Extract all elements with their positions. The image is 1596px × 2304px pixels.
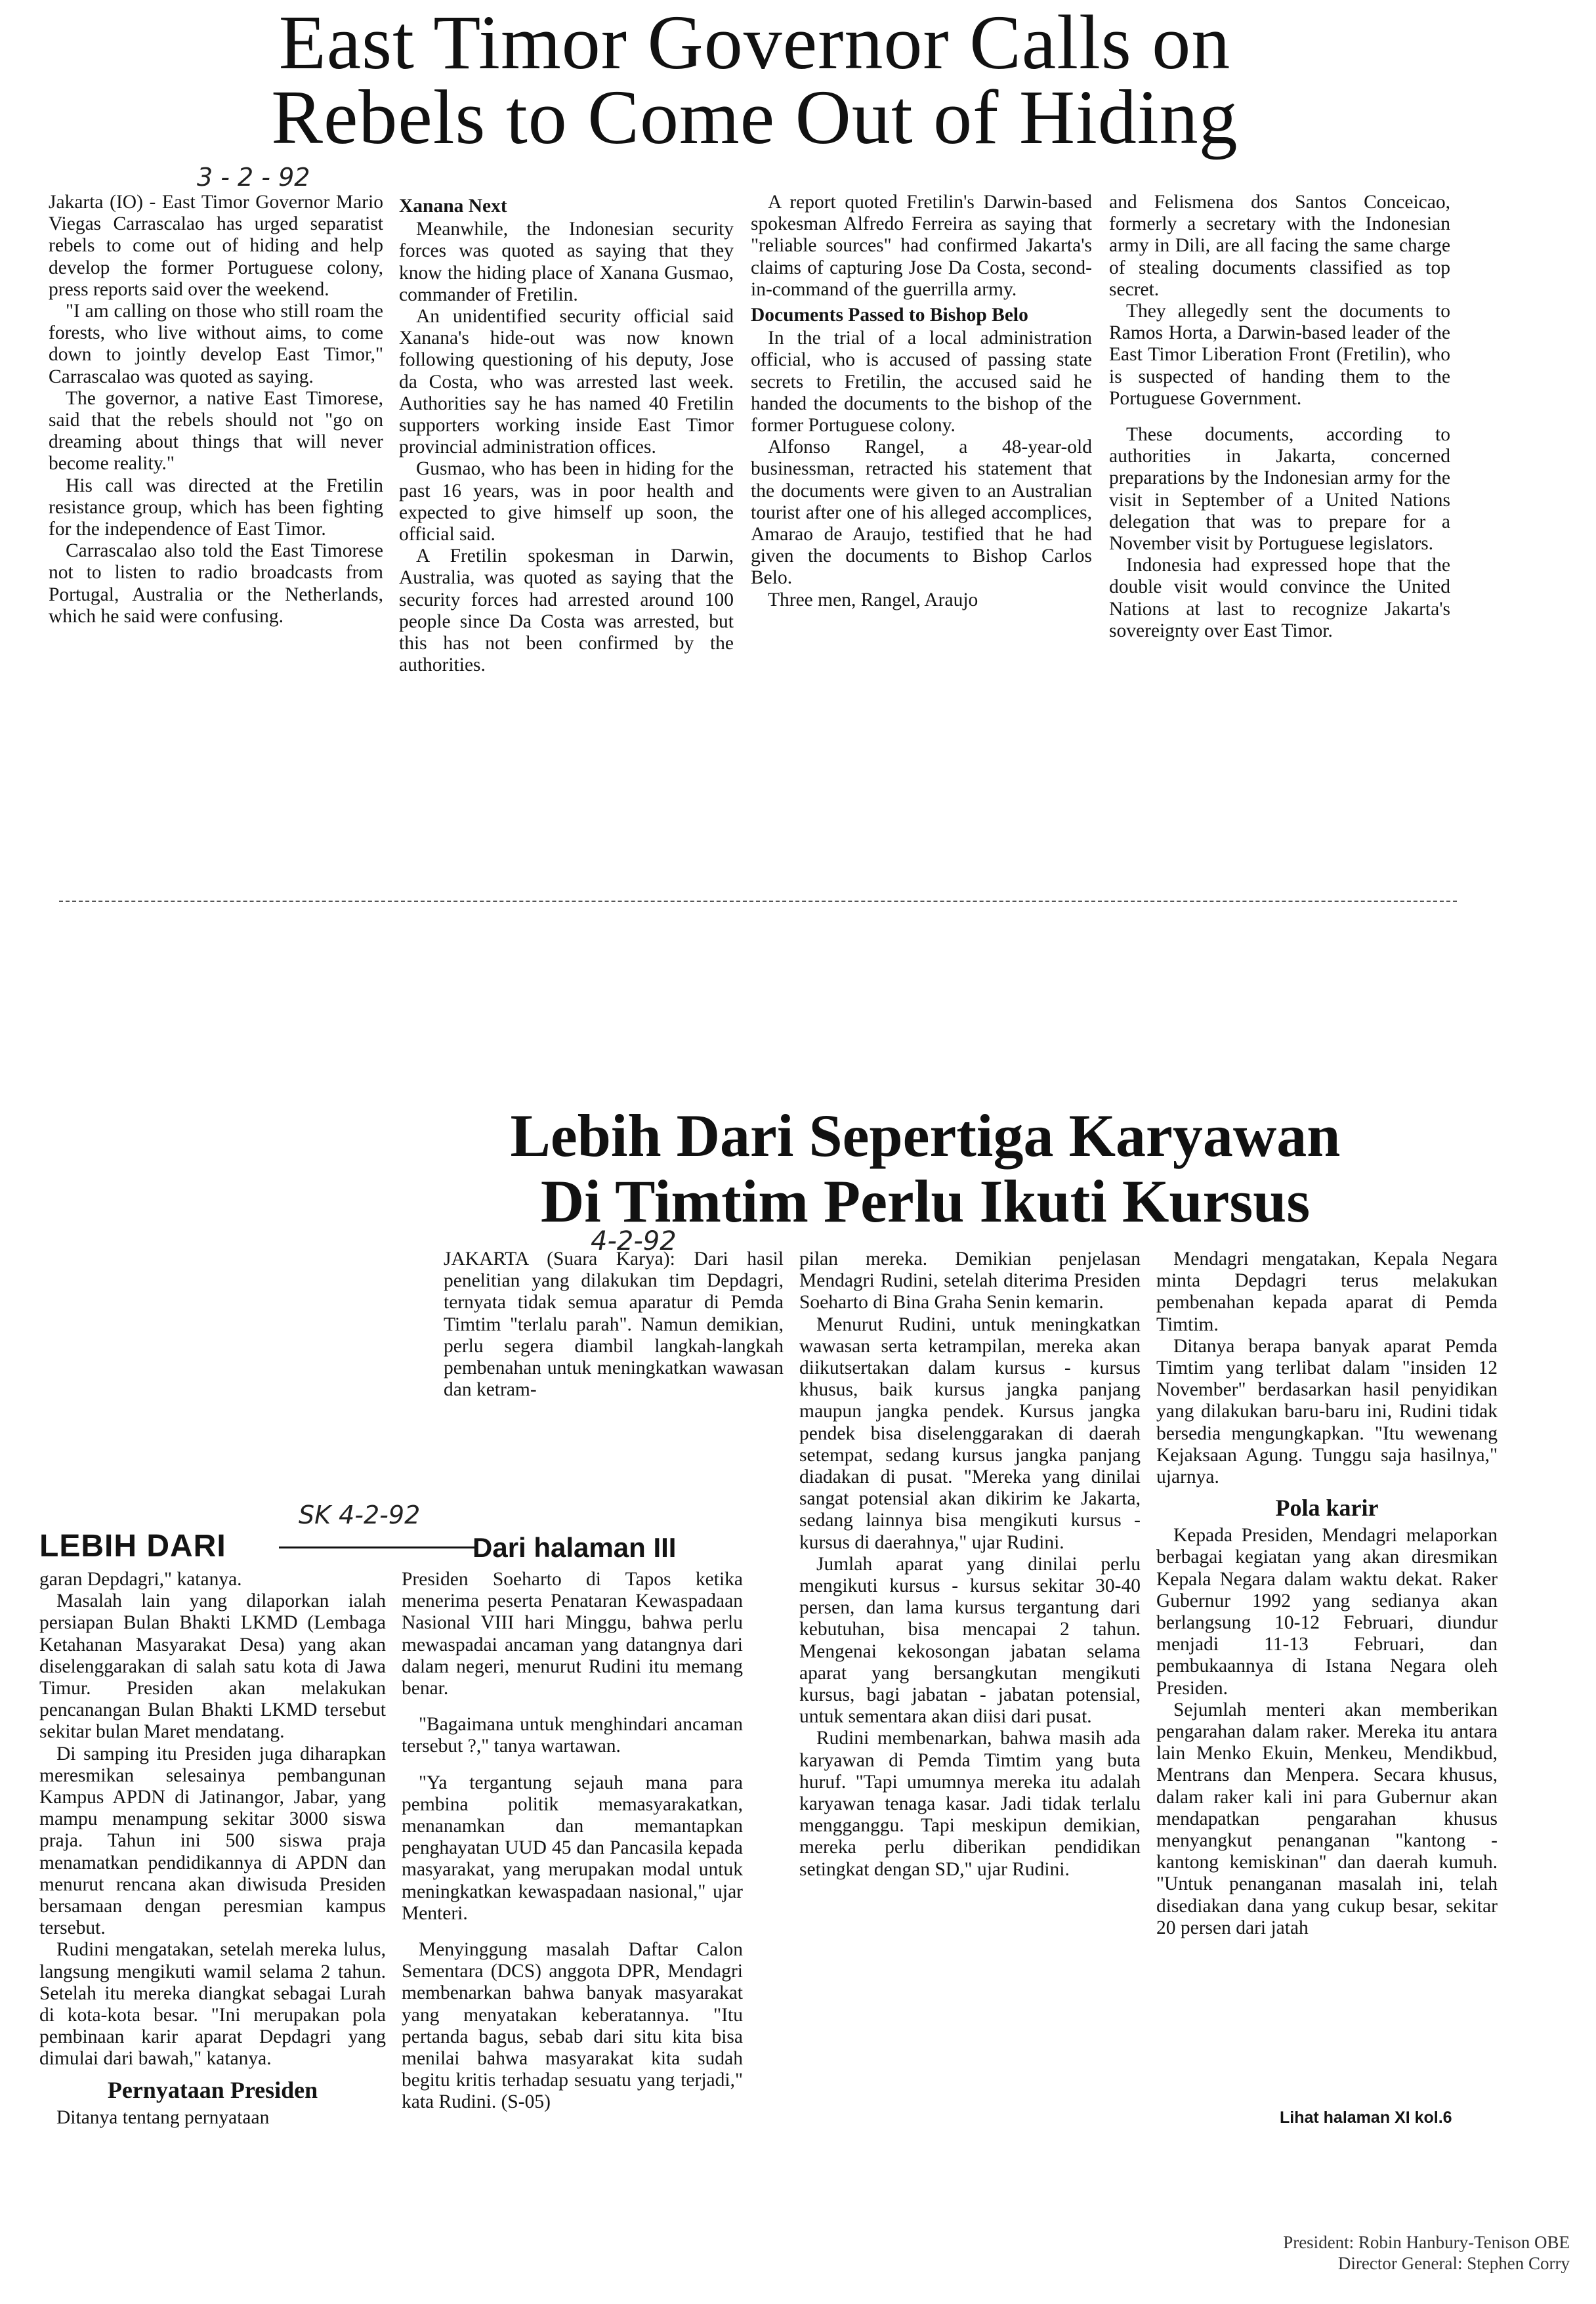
article1-bottom-rule: [59, 901, 1457, 902]
subheading: Pola karir: [1275, 1495, 1379, 1522]
article1-column-1: [49, 192, 383, 628]
paragraph: In the trial of a local administration official, who is accused of passing state secrets to Fretilin, the accused said he handed the documents to the bishop of the former Portuguese colony.: [751, 328, 1092, 437]
article3-column-2: [402, 1569, 743, 2114]
article3-column-1: [39, 1569, 386, 2129]
article2-continued-label: Lihat halaman XI kol.6: [1280, 2108, 1452, 2127]
paragraph: Presiden Soeharto di Tapos ketika menerima peserta Penataran Kewaspadaan Nasional VIII hari Minggu, bahwa perlu mewaspadai ancaman yang datangnya dari dalam negeri, menurut Rudini itu memang benar.: [402, 1569, 743, 1699]
paragraph: Gusmao, who has been in hiding for the past 16 years, was in poor health and expected to give himself up soon, the official said.: [399, 458, 734, 545]
paragraph-spacer: [402, 1758, 743, 1772]
paragraph: Meanwhile, the Indonesian security forces was quoted as saying that they know the hiding place of Xanana Gusmao, commander of Fretilin.: [399, 219, 734, 305]
article2-column-2: [799, 1248, 1141, 1881]
paragraph: and Felismena dos Santos Conceicao, formerly a secretary with the Indonesian army in Dili, are all facing the same charge of stealing documents classified as top secret.: [1109, 192, 1450, 300]
organization-footer: [1110, 2232, 1570, 2274]
article2-headline-line2: Di Timtim Perlu Ikuti Kursus: [540, 1168, 1311, 1235]
article3-label-left: LEBIH DARI: [39, 1529, 226, 1564]
paragraph: Rudini mengatakan, setelah mereka lulus, langsung mengikuti wamil selama 2 tahun. Setelah itu mereka diangkat sebagai Lurah di kota-kota besar. "Ini merupakan pola pembinaan karir aparat Depdagri yang dimulai dari bawah," katanya.: [39, 1939, 386, 2070]
paragraph: His call was directed at the Fretilin resistance group, which has been fighting for the independence of East Timor.: [49, 475, 383, 540]
article1-handwritten-date: 3 - 2 - 92: [197, 163, 310, 192]
paragraph: Jakarta (IO) - East Timor Governor Mario Viegas Carrascalao has urged separatist rebels to come out of hiding and help develop the former Portuguese colony, press reports said over the weekend.: [49, 192, 383, 300]
footer-director: Director General: Stephen Corry: [1337, 2253, 1570, 2273]
subheading: Xanana Next: [399, 196, 507, 217]
article1-headline-line2: Rebels to Come Out of Hiding: [271, 74, 1238, 160]
article2-column-3: [1156, 1248, 1498, 1939]
paragraph: The governor, a native East Timorese, said that the rebels should not "go on dreaming about things that will never become reality.": [49, 387, 383, 475]
paragraph: An unidentified security official said Xanana's hide-out was now known following questioning of his deputy, Jose da Costa, who was arrested last week. Authorities say he has named 40 Fretilin supporters working inside East Timor provincial administration offices.: [399, 306, 734, 458]
article1-column-3: [751, 192, 1092, 611]
paragraph: Three men, Rangel, Araujo: [768, 589, 978, 610]
subheading: Pernyataan Presiden: [107, 2076, 318, 2103]
paragraph: garan Depdagri," katanya.: [39, 1569, 242, 1590]
paragraph: pilan mereka. Demikian penjelasan Mendagri Rudini, setelah diterima Presiden Soeharto di Bina Graha Senin kemarin.: [799, 1248, 1141, 1313]
paragraph: Indonesia had expressed hope that the double visit would convince the United Nations at last to recognize Jakarta's sovereignty over East Timor.: [1109, 555, 1450, 641]
paragraph: Ditanya berapa banyak aparat Pemda Timtim yang terlibat dalam "insiden 12 November" berdasarkan hasil penyidikan yang dilakukan baru-baru ini, Rudini tidak bersedia mengungkapkan. "Itu wewenang Kejaksaan Agung. Tunggu saja hasilnya," ujarnya.: [1156, 1335, 1498, 1488]
article2-headline: [420, 1103, 1431, 1234]
article2-handwritten-date: 4-2-92: [591, 1226, 677, 1256]
paragraph-spacer: [1109, 410, 1450, 424]
paragraph: Kepada Presiden, Mendagri melaporkan berbagai kegiatan yang akan diresmikan Kepala Negara dalam waktu dekat. Raker Gubernur 1992 yang sedianya akan berlangsung 10-12 Februari, diundur menjadi 11-13 Februari, dan pembukaannya di Istana Negara oleh Presiden.: [1156, 1525, 1498, 1699]
paragraph: Ditanya tentang pernyataan: [56, 2106, 270, 2128]
paragraph: "Ya tergantung sejauh mana para pembina politik memasyarakatkan, menanamkan dan memantapkan penghayatan UUD 45 dan Pancasila kepada masyarakat, yang merupakan modal untuk meningkatkan kewaspadaan nasional," ujar Menteri.: [402, 1772, 743, 1924]
paragraph: Sejumlah menteri akan memberikan pengarahan dalam raker. Mereka itu antara lain Menko Ekuin, Menkeu, Mendikbud, Mentrans dan Menpera. Secara khusus, dalam raker kali ini para Gubernur akan mendapatkan pengarahan khusus menyangkut penanganan "kantong - kantong kemiskinan" dan daerah kumuh. "Untuk penanganan masalah ini, telah disediakan dana yang cukup besar, sekitar 20 persen dari jatah: [1156, 1699, 1498, 1938]
paragraph: Menurut Rudini, untuk meningkatkan wawasan serta ketrampilan, mereka akan diikutsertakan dalam kursus - kursus khusus, baik kursus jangka panjang maupun jangka pendek. Kursus jangka pendek bisa diselenggarakan di daerah setempat, sedang kursus jangka panjang diadakan di pusat. "Mereka yang dinilai sangat potensial akan dikirim ke Jakarta, sedang lainnya bisa mengikuti kursus - kursus di daerahnya," ujar Rudini.: [799, 1313, 1141, 1553]
article1-column-4: [1109, 192, 1450, 642]
paragraph: "I am calling on those who still roam the forests, who live without aims, to come down to jointly develop East Timor," Carrascalao was quoted as saying.: [49, 301, 383, 387]
paragraph: A report quoted Fretilin's Darwin-based spokesman Alfredo Ferreira as saying that "reliable sources" had confirmed Jakarta's claims of capturing Jose Da Costa, second-in-command of the guerrilla army.: [751, 192, 1092, 300]
paragraph: Alfonso Rangel, a 48-year-old businessman, retracted his statement that the documents were given to an Australian tourist after one of his alleged accomplices, Amarao de Araujo, testified that he had given the documents to Bishop Carlos Belo.: [751, 437, 1092, 589]
paragraph: Menyinggung masalah Daftar Calon Sementara (DCS) anggota DPR, Mendagri membenarkan bahwa banyak masyarakat yang menyatakan keberatannya. "Itu pertanda bagus, sebab dari situ kita bisa menilai bahwa masyarakat kita sudah begitu kritis terhadap sesuatu yang terjadi," kata Rudini. (S-05): [402, 1939, 743, 2113]
article2-headline-line1: Lebih Dari Sepertiga Karyawan: [510, 1102, 1341, 1169]
article1-headline: [98, 0, 1411, 160]
paragraph-spacer: [402, 1925, 743, 1939]
paragraph: Jumlah aparat yang dinilai perlu mengikuti kursus - kursus sekitar 30-40 persen, dan lama kursus tergantung dari kebutuhan, bisa mencapai 2 tahun. Mengenai kekosongan jabatan selama aparat yang bersangkutan mengikuti kursus, bagi jabatan - jabatan potensial, untuk sementara akan diisi dari pusat.: [799, 1553, 1141, 1728]
article2-column-1: [444, 1248, 784, 1401]
paragraph: Carrascalao also told the East Timorese not to listen to radio broadcasts from Portugal, Australia or the Netherlands, which he said were confusing.: [49, 540, 383, 627]
paragraph: JAKARTA (Suara Karya): Dari hasil penelitian yang dilakukan tim Depdagri, ternyata tidak semua aparatur di Pemda Timtim "terlalu parah". Namun demikian, perlu segera diambil langkah-langkah pembenahan untuk meningkatkan wawasan dan ketram-: [444, 1248, 784, 1401]
article3-label-rule: [279, 1547, 476, 1548]
paragraph: A Fretilin spokesman in Darwin, Australia, was quoted as saying that the security forces had arrested around 100 people since Da Costa was arrested, but this has not been confirmed by the authorities.: [399, 545, 734, 676]
paragraph: Masalah lain yang dilaporkan ialah persiapan Bulan Bhakti LKMD (Lembaga Ketahanan Masyarakat Desa) yang akan diselenggarakan di salah satu kota di Jawa Timur. Presiden akan melakukan pencanangan Bulan Bhakti LKMD tersebut sekitar bulan Maret mendatang.: [39, 1590, 386, 1743]
article1-headline-line1: East Timor Governor Calls on: [278, 0, 1231, 85]
paragraph: Rudini membenarkan, bahwa masih ada karyawan di Pemda Timtim yang buta huruf. "Tapi umumnya mereka itu adalah karyawan tenaga kasar. Jadi tidak terlalu mengganggu. Tapi meskipun demikian, mereka perlu diberikan pendidikan setingkat dengan SD," ujar Rudini.: [799, 1728, 1141, 1880]
footer-president: President: Robin Hanbury-Tenison OBE: [1283, 2232, 1570, 2252]
subheading: Documents Passed to Bishop Belo: [751, 305, 1028, 326]
article3-handwritten-date: SK 4-2-92: [299, 1501, 421, 1529]
article3-label-right: Dari halaman III: [472, 1532, 677, 1563]
paragraph: Di samping itu Presiden juga diharapkan meresmikan selesainya pembangunan Kampus APDN di Jatinangor, Jabar, yang mampu menampung sekitar 3000 siswa praja. Tahun ini 500 siswa praja menamatkan pendidikannya di APDN dan menurut rencana akan diwisuda Presiden bersamaan dengan peresmian kampus tersebut.: [39, 1743, 386, 1939]
paragraph: Mendagri mengatakan, Kepala Negara minta Depdagri terus melakukan pembenahan kepada aparat di Pemda Timtim.: [1156, 1248, 1498, 1335]
paragraph: These documents, according to authorities in Jakarta, concerned preparations by the Indonesian army for the visit in September of a United Nations delegation that was to prepare for a November visit by Portuguese legislators.: [1109, 424, 1450, 555]
paragraph: "Bagaimana untuk menghindari ancaman tersebut ?," tanya wartawan.: [402, 1714, 743, 1757]
article1-column-2: [399, 192, 734, 676]
paragraph-spacer: [402, 1699, 743, 1714]
paragraph: They allegedly sent the documents to Ramos Horta, a Darwin-based leader of the East Timor Liberation Front (Fretilin), who is suspected of handing them to the Portuguese Government.: [1109, 301, 1450, 409]
